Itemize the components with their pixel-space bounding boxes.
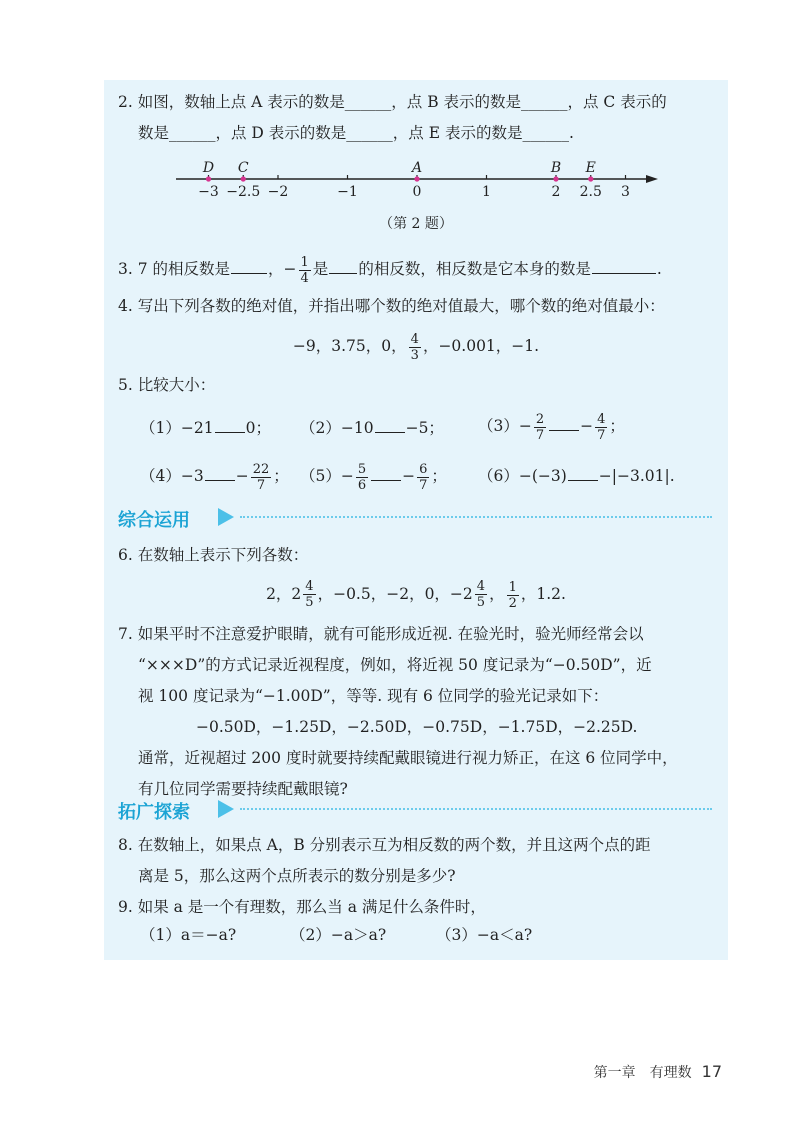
exercise-panel	[104, 80, 728, 960]
q6-line1: 6. 在数轴上表示下列各数：	[118, 546, 309, 564]
q5-blank-2[interactable]	[375, 416, 405, 433]
number-line-figure	[170, 155, 670, 203]
q9-part1: （1）a＝−a?	[140, 926, 237, 944]
q3-line	[118, 253, 662, 285]
q3-blank-3[interactable]	[592, 257, 656, 274]
number-line-point	[206, 176, 211, 181]
section-arrow-icon-1	[218, 508, 234, 526]
q8-line1: 8. 在数轴上，如果点 A，B 分别表示互为相反数的两个数，并且这两个点的距	[118, 836, 651, 854]
number-line-tick-label: 2	[551, 184, 561, 200]
q3-fraction: $\frac{1}{4}$	[300, 254, 309, 286]
q5-blank-4[interactable]	[205, 464, 235, 481]
number-line-arrow	[646, 175, 658, 183]
q9-part3: （3）−a＜a?	[436, 926, 533, 944]
q4-line1: 4. 写出下列各数的绝对值，并指出哪个数的绝对值最大，哪个数的绝对值最小：	[118, 297, 665, 315]
q5-blank-3[interactable]	[549, 414, 579, 431]
q2-caption: （第 2 题）	[379, 216, 453, 232]
q4-list-a: −9，3.75，0，	[292, 337, 407, 355]
q9-part2: （2）−a＞a?	[290, 926, 387, 944]
q7-line1: 7. 如果平时不注意爱护眼睛，就有可能形成近视. 在验光时，验光师经常会以	[118, 625, 644, 643]
number-line-tick-label: 0	[412, 184, 422, 200]
q7-records: −0.50D，−1.25D，−2.50D，−0.75D，−1.75D，−2.25D.	[196, 718, 638, 736]
number-line-tick-label: 2.5	[579, 184, 602, 200]
q3-blank-2[interactable]	[329, 257, 357, 274]
q2-line1: 2. 如图，数轴上点 A 表示的数是______，点 B 表示的数是______，点 C 表示的	[118, 93, 667, 111]
q4-list-b: ，−0.001，−1.	[422, 337, 540, 355]
number-line-point-label: A	[411, 160, 423, 176]
number-line-tick-label: −3	[198, 184, 219, 200]
q9-line1: 9. 如果 a 是一个有理数，那么当 a 满足什么条件时，	[118, 898, 486, 916]
q8-line2: 离是 5，那么这两个点所表示的数分别是多少?	[138, 867, 456, 885]
q7-line2: “×××D”的方式记录近视程度，例如，将近视 50 度记录为“−0.50D”，近	[138, 656, 652, 674]
q5-blank-1[interactable]	[215, 416, 245, 433]
number-line-point	[553, 176, 558, 181]
q5-part4: （4）−3 − $\frac{22}{7}$ ；	[140, 461, 289, 493]
number-line-tick-label: −1	[337, 184, 358, 200]
chapter-label: 第一章 有理数	[593, 1065, 692, 1081]
q5-part5: （5）− $\frac{5}{6}$ − $\frac{6}{7}$ ；	[300, 461, 447, 493]
q5-part1: （1）−21 0；	[140, 412, 271, 444]
section-heading-2: 拓广探索	[118, 802, 190, 823]
q6-list: 2，2 $\frac{4}{5}$ ，−0.5，−2，0，−2 $\frac{4}{5}$ ， $\frac{1}{2}$ ，1.2.	[266, 578, 566, 611]
q3-text-c: 是	[312, 260, 329, 278]
q4-list	[104, 330, 728, 362]
q5-blank-5[interactable]	[371, 464, 401, 481]
q5-blank-6[interactable]	[568, 464, 598, 481]
q5-part3: （3）− $\frac{2}{7}$ − $\frac{4}{7}$ ；	[478, 411, 625, 443]
number-line-point-label: C	[237, 160, 249, 176]
q3-blank-1[interactable]	[231, 257, 267, 274]
q5-title: 5. 比较大小：	[118, 376, 216, 394]
q5-part6: （6）−(−3) −|−3.01|.	[478, 456, 675, 496]
section-arrow-icon-2	[218, 800, 234, 818]
section-divider-2	[240, 808, 712, 810]
number-line-tick-label: −2	[267, 184, 289, 200]
number-line-tick-label: 1	[482, 184, 491, 200]
number-line-point	[414, 176, 419, 181]
section-divider-1	[240, 516, 712, 518]
number-line-point-label: B	[550, 160, 562, 176]
q7-line3: 视 100 度记录为“−1.00D”，等等. 现有 6 位同学的验光记录如下：	[138, 687, 609, 705]
number-line-point-label: E	[585, 160, 596, 176]
page-footer	[594, 1062, 722, 1082]
number-line-point-label: D	[202, 160, 215, 176]
q7-line6: 有几位同学需要持续配戴眼镜?	[138, 780, 348, 798]
number-line-point	[241, 176, 246, 181]
q4-fraction: $\frac{4}{3}$	[410, 331, 419, 363]
number-line-point	[588, 176, 593, 181]
q5-part2: （2）−10 −5；	[300, 412, 444, 444]
number-line-tick-label: 3	[621, 184, 630, 200]
q7-line5: 通常，近视超过 200 度时就要持续配戴眼镜进行视力矫正，在这 6 位同学中，	[138, 749, 678, 767]
q3-text-a: 3. 7 的相反数是	[118, 260, 231, 278]
q3-text-d: 的相反数，相反数是它本身的数是	[358, 260, 591, 278]
number-line-tick-label: −2.5	[226, 184, 261, 200]
q2-line2: 数是______，点 D 表示的数是______，点 E 表示的数是______.	[138, 124, 574, 142]
q3-text-e: .	[656, 260, 662, 278]
q3-text-b: ，−	[268, 260, 297, 278]
page-number: 17	[701, 1062, 722, 1081]
section-heading-1: 综合运用	[118, 510, 190, 531]
